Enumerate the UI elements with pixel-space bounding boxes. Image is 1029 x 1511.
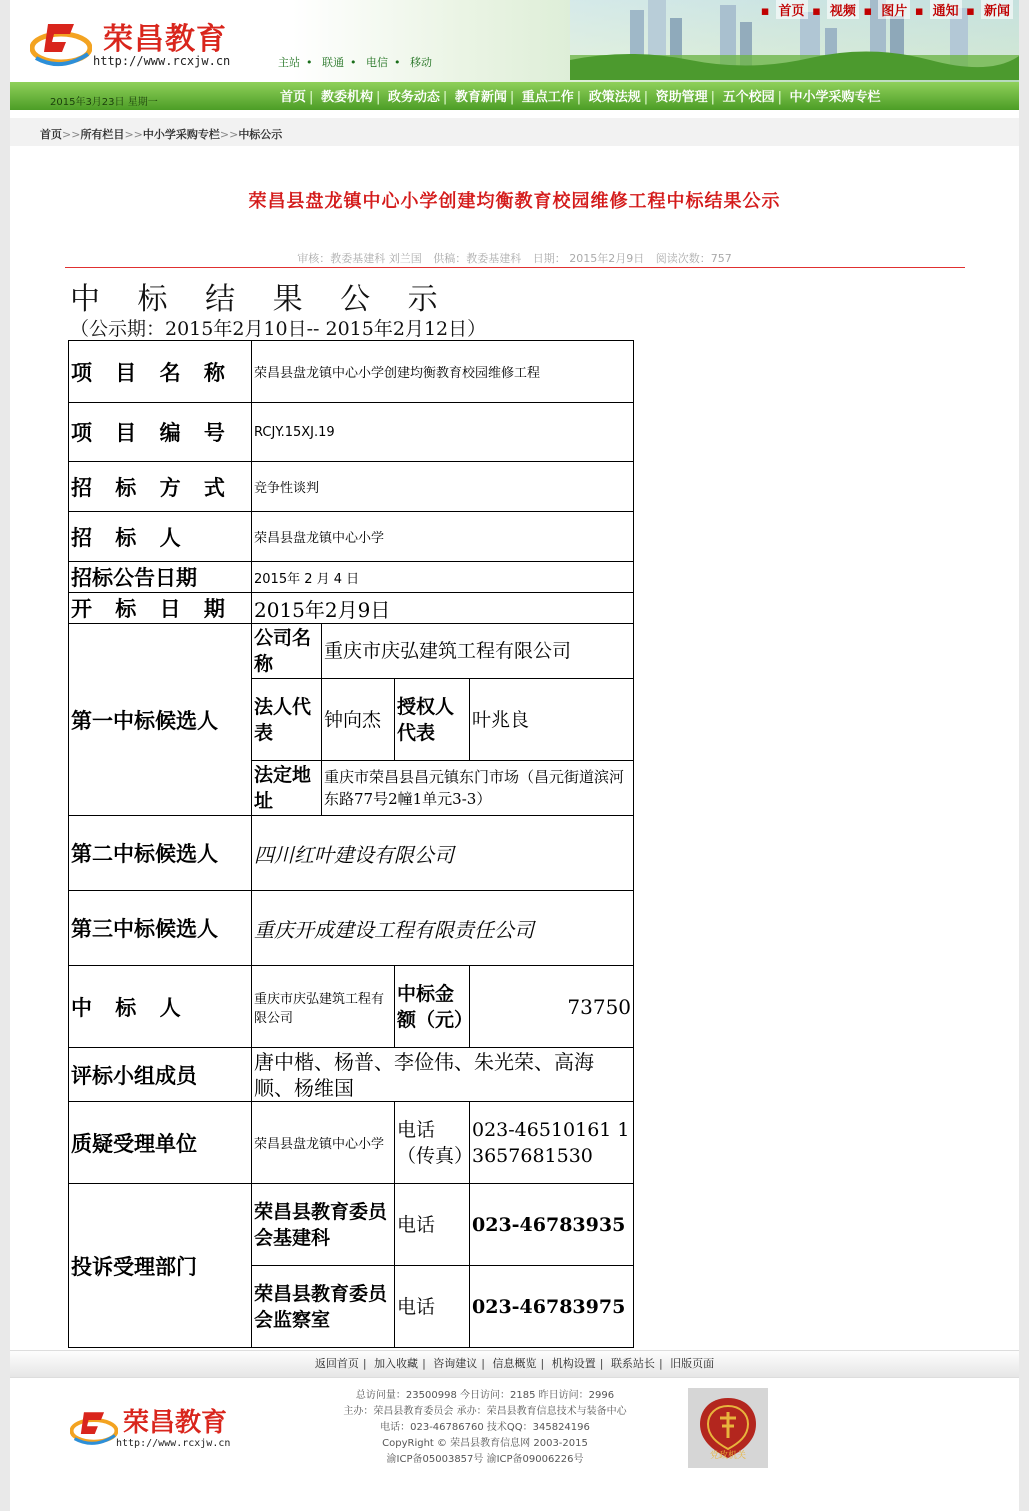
footer-info xyxy=(285,1388,685,1468)
site-header xyxy=(10,0,1019,82)
table-row xyxy=(69,403,634,462)
article-meta xyxy=(10,250,1019,266)
table-row xyxy=(69,593,634,624)
table-row xyxy=(69,816,634,891)
nav-item-key-work[interactable]: 重点工作 xyxy=(521,90,574,105)
company-value: 重庆市庆弘建筑工程有限公司 xyxy=(322,624,634,679)
project-no-value: RCJY.15XJ.19 xyxy=(252,403,634,462)
table-row xyxy=(69,1102,634,1184)
nav-item-organization[interactable]: 教委机构 xyxy=(320,90,373,105)
logo-icon[interactable] xyxy=(30,14,92,72)
nav-item-procurement[interactable]: 中小学采购专栏 xyxy=(789,90,881,105)
nav-item-news[interactable]: 教育新闻 xyxy=(454,90,507,105)
site-link-telecom[interactable]: 电信 xyxy=(366,56,388,69)
query-unit-value: 荣昌县盘龙镇中心小学 xyxy=(252,1102,395,1184)
site-link-mobile[interactable]: 移动 xyxy=(410,56,432,69)
footer-link-suggest[interactable]: 咨询建议 xyxy=(433,1357,478,1370)
notice-date-label: 招标公告日期 xyxy=(69,562,252,593)
top-link-news[interactable]: 新闻 xyxy=(981,0,1013,19)
footer-stats: 总访问量：23500998 今日访问：2185 昨日访问：2996 xyxy=(355,1390,615,1401)
badge-label: 党政机关 xyxy=(709,1451,747,1461)
complaint-dept-1: 荣昌县教育委员会基建科 xyxy=(252,1184,395,1266)
site-logo-text[interactable]: 荣昌教育 xyxy=(103,22,227,57)
company-label: 公司名称 xyxy=(252,624,322,679)
site-url: http://www.rcxjw.cn xyxy=(93,54,231,68)
third-candidate-value: 重庆开成建设工程有限责任公司 xyxy=(252,891,634,966)
gov-badge-icon[interactable] xyxy=(688,1388,768,1468)
footer-link-structure[interactable]: 机构设置 xyxy=(551,1357,596,1370)
meta-date: 日期： 2015年2月9日 xyxy=(532,252,645,265)
nav-item-campus[interactable]: 五个校园 xyxy=(722,90,775,105)
table-row xyxy=(69,462,634,512)
current-date: 2015年3月23日 星期一 xyxy=(50,97,158,108)
notice-heading: 中 标 结 果 公 示 xyxy=(70,282,452,317)
first-candidate-label: 第一中标候选人 xyxy=(69,624,252,816)
project-no-label: 项 目 编 号 xyxy=(69,403,252,462)
complaint-phone-2: 023-46783975 xyxy=(470,1266,634,1348)
table-row xyxy=(69,512,634,562)
meta-views: 阅读次数：757 xyxy=(655,252,732,265)
winner-value: 重庆市庆弘建筑工程有限公司 xyxy=(252,966,395,1048)
footer-host: 主办：荣昌县教育委员会 承办：荣昌县教育信息技术与装备中心 xyxy=(343,1406,627,1417)
query-phone-value: 023-46510161 13657681530 xyxy=(470,1102,634,1184)
table-row xyxy=(69,341,634,403)
table-row xyxy=(69,966,634,1048)
footer-link-home[interactable]: 返回首页 xyxy=(314,1357,359,1370)
tenderer-label: 招 标 人 xyxy=(69,512,252,562)
nav-items: 首页 | 教委机构 | 政务动态 | 教育新闻 | 重点工作 | 政策法规 | 资助管理 | 五个校园 | 中小学采购专栏 xyxy=(280,86,881,105)
open-date-label: 开 标 日 期 xyxy=(69,593,252,624)
query-unit-label: 质疑受理单位 xyxy=(69,1102,252,1184)
address-value: 重庆市荣昌县昌元镇东门市场（昌元街道滨河东路77号2幢1单元3-3） xyxy=(322,761,634,816)
complaint-phone-2-label: 电话 xyxy=(395,1266,470,1348)
top-link-photos[interactable]: 图片 xyxy=(878,0,910,19)
footer-logo-url: http://www.rcxjw.cn xyxy=(116,1438,231,1449)
site-link-main[interactable]: 主站 xyxy=(278,56,300,69)
footer-link-old-version[interactable]: 旧版页面 xyxy=(670,1357,715,1370)
footer-link-overview[interactable]: 信息概览 xyxy=(492,1357,537,1370)
table-row xyxy=(69,1048,634,1102)
top-link-notices[interactable]: 通知 xyxy=(930,0,962,19)
table-row xyxy=(69,891,634,966)
footer-logo-text: 荣昌教育 xyxy=(123,1408,228,1438)
footer-link-favorite[interactable]: 加入收藏 xyxy=(374,1357,419,1370)
auth-rep-value: 叶兆良 xyxy=(470,679,634,761)
title-divider xyxy=(65,267,965,268)
table-row xyxy=(69,562,634,593)
bid-result-table xyxy=(68,340,634,1348)
nav-item-home[interactable]: 首页 xyxy=(280,90,307,105)
method-label: 招 标 方 式 xyxy=(69,462,252,512)
second-candidate-value: 四川红叶建设有限公司 xyxy=(252,816,634,891)
third-candidate-label: 第三中标候选人 xyxy=(69,891,252,966)
winner-label: 中 标 人 xyxy=(69,966,252,1048)
address-label: 法定地址 xyxy=(252,761,322,816)
tenderer-value: 荣昌县盘龙镇中心小学 xyxy=(252,512,634,562)
main-nav xyxy=(10,82,1019,110)
project-name-value: 荣昌县盘龙镇中心小学创建均衡教育校园维修工程 xyxy=(252,341,634,403)
article-title: 荣昌县盘龙镇中心小学创建均衡教育校园维修工程中标结果公示 xyxy=(248,191,781,212)
legal-rep-label: 法人代表 xyxy=(252,679,322,761)
notice-period: （公示期：2015年2月10日-- 2015年2月12日） xyxy=(70,318,487,340)
table-row xyxy=(69,1184,634,1266)
top-links: ▪ 首页 ▪ 视频 ▪ 图片 ▪ 通知 ▪ 新闻 xyxy=(761,0,1013,19)
meta-reviewer: 审核：教委基建科 刘兰国 xyxy=(297,252,422,265)
top-link-video[interactable]: 视频 xyxy=(827,0,859,19)
footer-links: 返回首页 | 加入收藏 | 咨询建议 | 信息概览 | 机构设置 | 联系站长 | 旧版页面 xyxy=(10,1350,1019,1378)
auth-rep-label: 授权人代表 xyxy=(395,679,470,761)
table-row xyxy=(69,624,634,679)
meta-source: 供稿：教委基建科 xyxy=(433,252,522,265)
breadcrumb-procurement[interactable]: 中小学采购专栏 xyxy=(142,128,220,141)
complaint-phone-1-label: 电话 xyxy=(395,1184,470,1266)
nav-item-affairs[interactable]: 政务动态 xyxy=(387,90,440,105)
nav-item-funding[interactable]: 资助管理 xyxy=(655,90,708,105)
nav-item-policy[interactable]: 政策法规 xyxy=(588,90,641,105)
footer-logo-icon xyxy=(70,1404,118,1450)
top-link-home[interactable]: 首页 xyxy=(776,0,808,19)
amount-label: 中标金额（元） xyxy=(395,966,470,1048)
query-phone-label: 电话（传真） xyxy=(395,1102,470,1184)
complaint-phone-1: 023-46783935 xyxy=(470,1184,634,1266)
method-value: 竞争性谈判 xyxy=(252,462,634,512)
legal-rep-value: 钟向杰 xyxy=(322,679,395,761)
second-candidate-label: 第二中标候选人 xyxy=(69,816,252,891)
project-name-label: 项 目 名 称 xyxy=(69,341,252,403)
open-date-value: 2015年2月9日 xyxy=(252,593,634,624)
page xyxy=(10,0,1019,1511)
breadcrumb: 首页>>所有栏目>>中小学采购专栏>>中标公示 xyxy=(10,118,1019,146)
footer-contact: 电话：023-46786760 技术QQ：345824196 xyxy=(380,1422,590,1433)
complaint-dept-2: 荣昌县教育委员会监察室 xyxy=(252,1266,395,1348)
complaint-label: 投诉受理部门 xyxy=(69,1184,252,1348)
site-link-unicom[interactable]: 联通 xyxy=(322,56,344,69)
footer-copyright: CopyRight © 荣昌县教育信息网 2003-2015 xyxy=(382,1438,588,1449)
site-links: 主站 • 联通 • 电信 • 移动 xyxy=(278,56,432,69)
footer-icp: 渝ICP备05003857号 渝ICP备09006226号 xyxy=(386,1454,584,1465)
panel-label: 评标小组成员 xyxy=(69,1048,252,1102)
notice-date-value: 2015年 2 月 4 日 xyxy=(252,562,634,593)
footer-link-contact[interactable]: 联系站长 xyxy=(610,1357,655,1370)
breadcrumb-home[interactable]: 首页 xyxy=(40,128,62,141)
amount-value: 73750 xyxy=(470,966,634,1048)
panel-value: 唐中楷、杨普、李俭伟、朱光荣、高海顺、杨维国 xyxy=(252,1048,634,1102)
breadcrumb-all-columns[interactable]: 所有栏目 xyxy=(80,128,125,141)
breadcrumb-current[interactable]: 中标公示 xyxy=(238,128,283,141)
